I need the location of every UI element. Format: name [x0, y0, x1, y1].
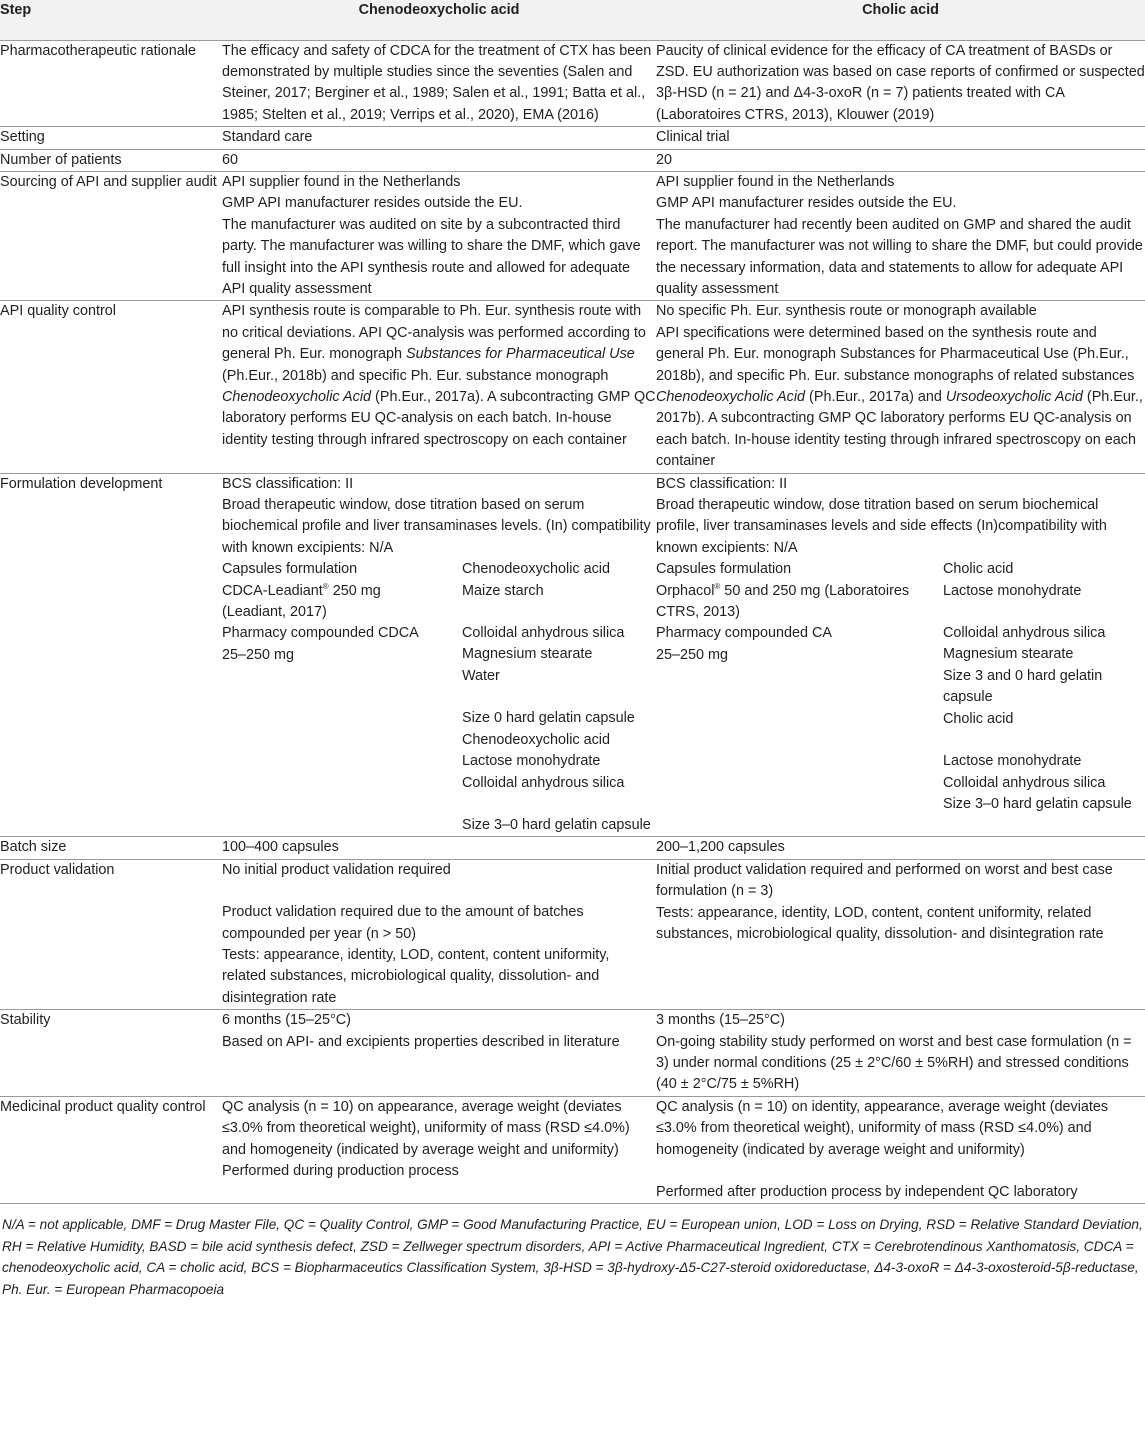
text-line: Tests: appearance, identity, LOD, content, content uniformity, related substances, microbiological quality, dissolution- and disintegration rate [222, 946, 610, 1006]
formulation-products [222, 559, 462, 836]
table-row [0, 149, 1145, 171]
registered-mark: ® [714, 581, 721, 591]
spacer [462, 687, 656, 708]
text-line: Colloidal anhydrous silica [462, 625, 625, 642]
ca-cell [656, 473, 1145, 837]
text-line: Size 3–0 hard gelatin capsule [943, 795, 1132, 812]
italic-term: Substances for Pharmaceutical Use [406, 346, 635, 363]
formulation-products [656, 559, 943, 815]
text-line: Colloidal anhydrous silica [943, 625, 1106, 642]
text-line: Pharmacy compounded CDCA [222, 625, 419, 642]
text-line: Size 0 hard gelatin capsule [462, 710, 635, 727]
text-line: Cholic acid [943, 710, 1014, 727]
text-line: Performed during production process [222, 1163, 459, 1179]
ca-cell: Paucity of clinical evidence for the efficacy of CA treatment of BASDs or ZSD. EU authorization was based on case reports of confirmed or suspected 3β-HSD (n = 21) and Δ4-3-oxoR (n = 7) patients treated with CA (Laboratoires CTRS, 2013), Klouwer (2019) [656, 42, 1145, 123]
text-line: API supplier found in the Netherlands [222, 173, 461, 190]
text-line: QC analysis (n = 10) on identity, appearance, average weight (deviates ≤3.0% from theoretical weight), uniformity of mass (RSD ≤4.0%) and homogeneity (indicated by average weight and uniformity) [656, 1098, 1109, 1158]
text-line: 3 months (15–25°C) [656, 1012, 785, 1029]
spacer [656, 1161, 1145, 1182]
ca-cell: 200–1,200 capsules [656, 839, 785, 856]
cdca-cell: The efficacy and safety of CDCA for the treatment of CTX has been demonstrated by multiple studies since the seventies (Salen and Steiner, 2017; Berginer et al., 1989; Salen et al., 1991; Batta et al., 1985; Stelten et al., 2019; Verrips et al., 2020), EMA (2016) [222, 42, 652, 123]
text-line: The manufacturer had recently been audited on GMP and shared the audit report. The manufacturer was not willing to share the DMF, but could provide the necessary information, data and statements to allow for adequate API quality assessment [656, 216, 1143, 297]
text-run: (Ph.Eur., 2017a). A subcontracting GMP QC laboratory performs EU QC-analysis on each batch. In-house identity testing through infrared spectroscopy on each container [222, 389, 656, 448]
text-line: Magnesium stearate [462, 646, 593, 663]
text-line: Broad therapeutic window, dose titration based on serum biochemical profile, liver transaminases levels and side effects (In)compatibility with known excipients: N/A [656, 497, 1107, 556]
text-line: Capsules formulation [222, 561, 358, 578]
cdca-cell: 60 [222, 151, 239, 168]
row-label: Setting [0, 129, 45, 146]
header-cdca: Chenodeoxycholic acid [358, 2, 520, 18]
text-line: Colloidal anhydrous silica [943, 774, 1106, 791]
text-line: Pharmacy compounded CA [656, 625, 832, 642]
italic-term: Chenodeoxycholic Acid [656, 389, 806, 405]
spacer [462, 794, 656, 815]
text-line: API supplier found in the Netherlands [656, 173, 895, 190]
text-line: Lactose monohydrate [943, 582, 1082, 599]
text-line: QC analysis (n = 10) on appearance, average weight (deviates ≤3.0% from theoretical weight), uniformity of mass (RSD ≤4.0%) and homogeneity (indicated by average weight and uniformity) [222, 1098, 630, 1158]
brand-name: CDCA-Leadiant [222, 582, 323, 599]
text-line: Tests: appearance, identity, LOD, content, content uniformity, related substances, microbiological quality, dissolution- and disintegration rate [656, 904, 1104, 942]
text-line: On-going stability study performed on worst and best case formulation (n = 3) under normal conditions (25 ± 2°C/60 ± 5%RH) and stressed conditions (40 ± 2°C/75 ± 5%RH) [656, 1033, 1132, 1093]
text-line: Colloidal anhydrous silica [462, 774, 625, 791]
cdca-cell [222, 301, 656, 473]
text-line: Magnesium stearate [943, 646, 1074, 663]
row-label: Medicinal product quality control [0, 1098, 206, 1115]
ca-cell [656, 301, 1145, 473]
text-line: Based on API- and excipients properties described in literature [222, 1033, 620, 1050]
text-run: 250 mg [328, 582, 381, 599]
ca-cell [656, 1096, 1145, 1204]
cdca-cell [222, 473, 656, 837]
table-footnote: N/A = not applicable, DMF = Drug Master File, QC = Quality Control, GMP = Good Manufacturing Practice, EU = European union, LOD = Loss on Drying, RSD = Relative Standard Deviation, RH = Relative Humidity, BASD = bile acid synthesis defect, ZSD = Zellweger spectrum disorders, API = Active Pharmaceutical Ingredient, CTX = Cerebrotendinous Xanthomatosis, CDCA = chenodeoxycholic acid, CA = cholic acid, BCS = Biopharmaceutics Classification System, 3β-HSD = 3β-hydroxy-Δ5-C27-steroid oxidoreductase, Δ4-3-oxoR = Δ4-3-oxosteroid-5β-reductase, Ph. Eur. = European Pharmacopoeia [2, 1217, 1143, 1297]
text-run: (Ph.Eur., 2017a) and [805, 389, 946, 405]
text-line: (Leadiant, 2017) [222, 604, 327, 621]
text-line [222, 581, 462, 602]
text-line [656, 581, 943, 624]
italic-term: Chenodeoxycholic Acid [222, 389, 372, 405]
ca-cell [656, 171, 1145, 300]
text-line: Water [462, 667, 500, 684]
ca-cell: 20 [656, 151, 673, 168]
row-label: Sourcing of API and supplier audit [0, 173, 217, 190]
text-run: API synthesis route is comparable to Ph. Eur. synthesis route with no critical deviations. API QC-analysis was performed according to general Ph. Eur. monograph [222, 303, 646, 363]
ca-cell [656, 1010, 1145, 1097]
text-line: No specific Ph. Eur. synthesis route or monograph available [656, 303, 1037, 320]
row-label: Number of patients [0, 151, 122, 168]
brand-name: Orphacol [656, 582, 715, 599]
text-line: 6 months (15–25°C) [222, 1012, 351, 1029]
formulation-excipients [462, 559, 656, 836]
text-line: Product validation required due to the amount of batches compounded per year (n > 50) [222, 904, 584, 942]
text-line: BCS classification: II [656, 475, 788, 492]
table-row [0, 859, 1145, 1009]
text-run: (Ph.Eur., 2018b) and specific Ph. Eur. substance monograph [222, 367, 609, 384]
cdca-cell: Standard care [222, 129, 313, 146]
ca-cell [656, 859, 1145, 1009]
text-line: No initial product validation required [222, 861, 451, 878]
text-line: Lactose monohydrate [943, 753, 1082, 770]
formulation-split [222, 559, 656, 836]
table-row [0, 1096, 1145, 1204]
row-label: Batch size [0, 839, 67, 856]
cdca-cell [222, 1010, 656, 1097]
text-line: Initial product validation required and performed on worst and best case formulation (n = 3) [656, 861, 1113, 900]
text-run: (Ph.Eur., 2017b). A subcontracting GMP QC laboratory performs EU QC-analysis on each batch. In-house identity testing through infrared spectroscopy on each container [656, 389, 1143, 470]
header-ca: Cholic acid [862, 2, 939, 18]
text-line: BCS classification: II [222, 475, 354, 492]
text-line: Maize starch [462, 582, 544, 599]
text-line: 25–250 mg [656, 646, 729, 663]
text-line: Cholic acid [943, 561, 1014, 578]
spacer [222, 881, 656, 902]
table-header-row [0, 0, 1145, 40]
row-label: Stability [0, 1012, 51, 1029]
row-label: API quality control [0, 303, 116, 320]
text-line: Lactose monohydrate [462, 753, 601, 770]
text-line: Capsules formulation [656, 561, 792, 578]
table-row [0, 1010, 1145, 1097]
table-row [0, 837, 1145, 859]
registered-mark: ® [322, 581, 329, 591]
text-line: Chenodeoxycholic acid [462, 731, 610, 748]
row-label: Product validation [0, 861, 115, 878]
row-label: Pharmacotherapeutic rationale [0, 42, 196, 59]
cdca-cell [222, 859, 656, 1009]
spacer [943, 730, 1145, 751]
table-row [0, 171, 1145, 300]
spacer [462, 602, 656, 623]
text-run: 50 and 250 mg (Laboratoires CTRS, 2013) [656, 582, 910, 621]
text-line: Size 3–0 hard gelatin capsule [462, 816, 651, 833]
formulation-split [656, 559, 1145, 815]
text-line: Performed after production process by independent QC laboratory [656, 1184, 1078, 1200]
text-line: Size 3 and 0 hard gelatin capsule [943, 667, 1103, 706]
text-line: 25–250 mg [222, 646, 295, 663]
text-line: GMP API manufacturer resides outside the EU. [656, 195, 957, 212]
text-run: API specifications were determined based on the synthesis route and general Ph. Eur. monograph Substances for Pharmaceutical Use (Ph.Eur., 2018b), and specific Ph. Eur. substance monographs of related substances [656, 324, 1135, 384]
text-line: Chenodeoxycholic acid [462, 561, 610, 578]
row-label: Formulation development [0, 475, 163, 492]
table-row [0, 473, 1145, 837]
header-step: Step [0, 2, 32, 18]
formulation-excipients [943, 559, 1145, 815]
table-row [0, 301, 1145, 473]
spacer [943, 602, 1145, 623]
table-row [0, 40, 1145, 127]
text-line: The manufacturer was audited on site by a subcontracted third party. The manufacturer was willing to share the DMF, which gave full insight into the API synthesis route and allowed for adequate API quality assessment [222, 216, 641, 297]
cdca-cell: 100–400 capsules [222, 839, 339, 856]
text-line: Broad therapeutic window, dose titration based on serum biochemical profile and liver transaminases levels. (In) compatibility with known excipients: N/A [222, 497, 651, 556]
table-row [0, 127, 1145, 149]
text-line: GMP API manufacturer resides outside the EU. [222, 195, 523, 212]
cdca-cell [222, 171, 656, 300]
cdca-cell [222, 1096, 656, 1204]
italic-term: Ursodeoxycholic Acid [945, 389, 1083, 405]
ca-cell: Clinical trial [656, 129, 730, 146]
